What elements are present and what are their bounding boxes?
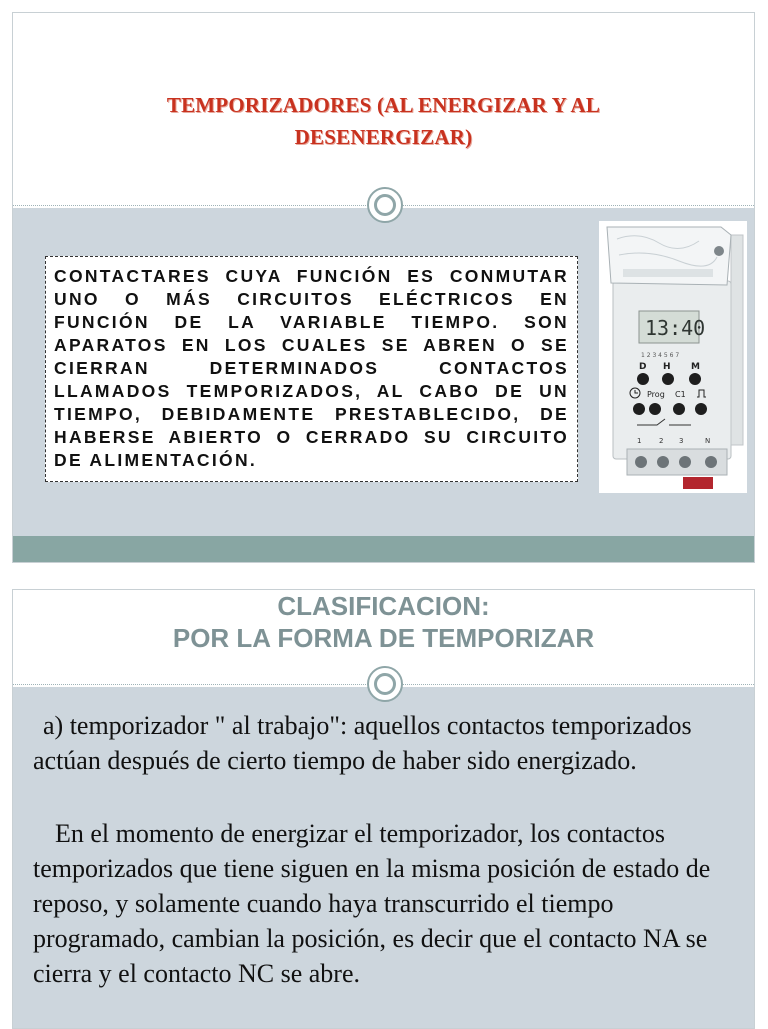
- definition-textbox: CONTACTARES CUYA FUNCIÓN ES CONMUTAR UNO O MÁS CIRCUITOS ELÉCTRICOS EN FUNCIÓN DE LA VARIABLE TIEMPO. SON APARATOS EN LOS CUALES SE ABREN O SE CIERRAN DETERMINADOS CONTACTOS LLAMADOS TEMPORIZADOS, AL CABO DE UN TIEMPO, DEBIDAMENTE PRESTABLECIDO, DE HABERSE ABIERTO O CERRADO SU CIRCUITO DE ALIMENTACIÓN.: [45, 256, 578, 482]
- slide-2-title-line-1: CLASIFICACION:: [277, 591, 490, 621]
- label-c1: C1: [675, 390, 686, 399]
- paragraph-b-text: En el momento de energizar el temporizador, los contactos temporizados que tiene siguen en la misma posición de estado de reposo, y solamente cuando haya transcurrido el tiempo programado, cambian la posición, es decir que el contacto NA se cierra y el contacto NC se abre.: [33, 819, 711, 988]
- timer-device-image: [599, 221, 747, 493]
- slide-2-title: [13, 590, 754, 654]
- label-prog: Prog: [647, 390, 665, 399]
- terminal-n: N: [705, 437, 711, 445]
- ring-ornament-icon: [367, 187, 403, 223]
- label-m: M: [691, 362, 700, 372]
- paragraph-a: [33, 708, 738, 778]
- slide-2: [12, 589, 755, 1029]
- slide-1-title-line-2: DESENERGIZAR): [294, 125, 473, 149]
- lcd-display: 13:40: [645, 316, 706, 340]
- slide-1-title: [13, 89, 754, 153]
- terminal-2: 2: [659, 437, 664, 445]
- paragraph-a-text: a) temporizador " al trabajo": aquellos contactos temporizados actúan después de cierto tiempo de haber sido energizado.: [33, 711, 692, 775]
- terminal-3: 3: [679, 437, 684, 445]
- slide-2-title-line-2: POR LA FORMA DE TEMPORIZAR: [172, 623, 595, 653]
- label-d: D: [639, 362, 647, 372]
- paragraph-b: [33, 816, 738, 991]
- slide-1-title-line-1: TEMPORIZADORES (AL ENERGIZAR Y AL: [166, 93, 601, 117]
- ring-ornament-icon: [367, 666, 403, 702]
- slide-1: [12, 12, 755, 563]
- label-h: H: [663, 362, 671, 372]
- day-numbers: 1 2 3 4 5 6 7: [641, 352, 680, 359]
- slide-1-bottom-band: [13, 536, 754, 563]
- terminal-1: 1: [637, 437, 642, 445]
